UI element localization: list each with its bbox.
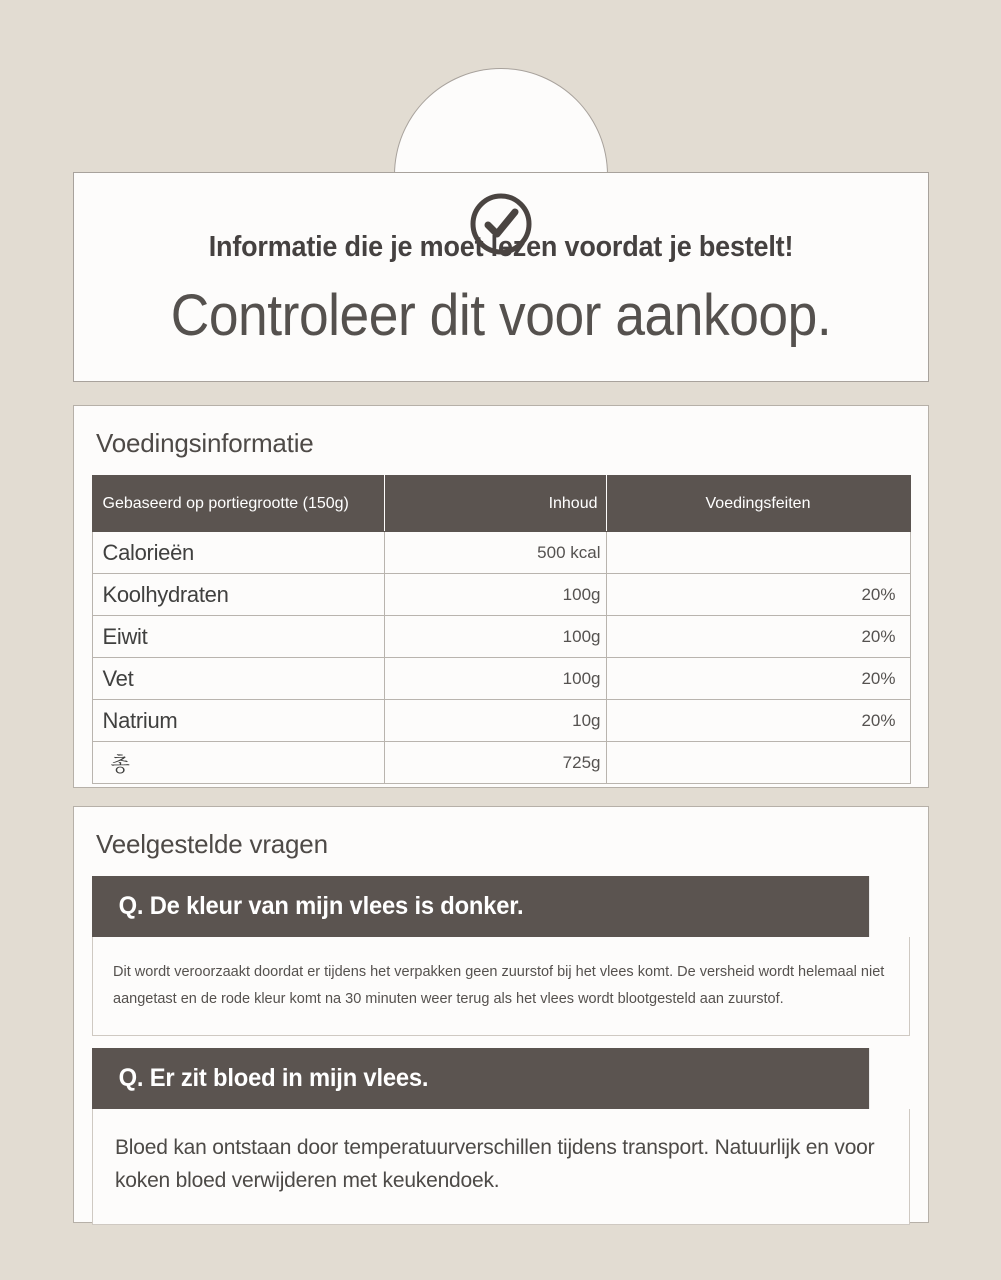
faq-answer: Dit wordt veroorzaakt doordat er tijdens het verpakken geen zuurstof bij het vlees komt. De versheid wordt helemaal niet aangetast en de rode kleur komt na 30 minuten weer terug als het vlees wordt blootgesteld aan zuurstof. xyxy=(92,937,910,1036)
header-section xyxy=(73,68,929,382)
table-row xyxy=(92,574,910,616)
row-label: Calorieën xyxy=(92,532,384,574)
row-amount: 100g xyxy=(384,574,606,616)
row-label: Natrium xyxy=(92,700,384,742)
column-header-amount: Inhoud xyxy=(384,476,606,532)
faq-divider xyxy=(92,1036,910,1048)
column-header-label: Gebaseerd op portiegrootte (150g) xyxy=(92,476,384,532)
table-row-total xyxy=(92,742,910,784)
header-arch-decoration xyxy=(394,68,608,183)
nutrition-table-body xyxy=(92,532,910,784)
table-row xyxy=(92,658,910,700)
row-label: Vet xyxy=(92,658,384,700)
faq-item[interactable] xyxy=(92,876,910,1036)
row-label: Koolhydraten xyxy=(92,574,384,616)
row-amount: 500 kcal xyxy=(384,532,606,574)
row-facts xyxy=(606,742,910,784)
nutrition-card xyxy=(73,405,929,788)
nutrition-table xyxy=(92,475,911,784)
nutrition-table-head xyxy=(92,476,910,532)
faq-question[interactable]: Q. De kleur van mijn vlees is donker. xyxy=(92,876,869,937)
faq-answer: Bloed kan ontstaan door temperatuurverschillen tijdens transport. Natuurlijk en voor koken bloed verwijderen met keukendoek. xyxy=(92,1109,910,1225)
row-facts: 20% xyxy=(606,658,910,700)
row-amount: 725g xyxy=(384,742,606,784)
row-facts: 20% xyxy=(606,700,910,742)
row-amount: 100g xyxy=(384,658,606,700)
page-title: Controleer dit voor aankoop. xyxy=(170,282,832,348)
table-row xyxy=(92,532,910,574)
check-circle-icon xyxy=(467,190,535,258)
row-label: Eiwit xyxy=(92,616,384,658)
row-facts xyxy=(606,532,910,574)
faq-list xyxy=(74,876,928,1245)
row-facts: 20% xyxy=(606,574,910,616)
table-row xyxy=(92,700,910,742)
header-subtitle: Informatie die je moet lezen voordat je bestelt! xyxy=(208,231,794,263)
table-header-row xyxy=(92,476,910,532)
row-amount: 10g xyxy=(384,700,606,742)
row-facts: 20% xyxy=(606,616,910,658)
column-header-facts: Voedingsfeiten xyxy=(606,476,910,532)
faq-section-title: Veelgestelde vragen xyxy=(96,829,328,859)
faq-card xyxy=(73,806,929,1223)
row-amount: 100g xyxy=(384,616,606,658)
row-label: 총 xyxy=(92,742,384,784)
nutrition-section-title: Voedingsinformatie xyxy=(96,428,314,458)
faq-question[interactable]: Q. Er zit bloed in mijn vlees. xyxy=(92,1048,869,1109)
faq-item[interactable] xyxy=(92,1048,910,1225)
table-row xyxy=(92,616,910,658)
